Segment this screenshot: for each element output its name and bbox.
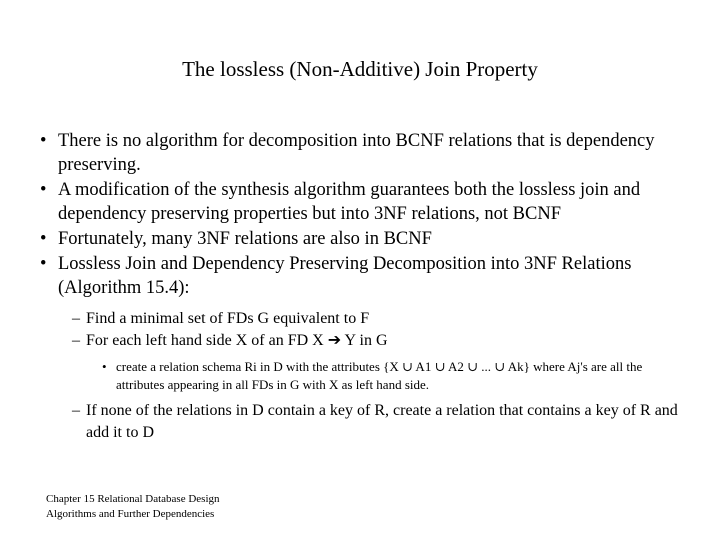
sub-bullet-item: [38, 308, 698, 330]
sub-bullet-text: For each left hand side X of an FD X ➔ Y in G: [86, 332, 388, 349]
sub-bullet-item: [38, 330, 698, 352]
bullet-text: A modification of the synthesis algorithm guarantees both the lossless join and dependency preserving properties but into 3NF relations, not BCNF: [58, 180, 641, 224]
footer: [46, 492, 220, 522]
bullet-text: Fortunately, many 3NF relations are also in BCNF: [58, 229, 432, 249]
bullet-item: [38, 129, 698, 177]
sub-sub-bullet-item: [38, 358, 698, 394]
dash-marker: –: [72, 310, 80, 327]
sub-sub-bullet-text: create a relation schema Ri in D with the attributes {X ∪ A1 ∪ A2 ∪ ... ∪ Ak} where Aj's are all the attributes appearing in all FDs in G with X as left hand side.: [116, 359, 643, 392]
sub-bullet-text: Find a minimal set of FDs G equivalent to F: [86, 310, 370, 327]
sub-bullet-item: [38, 400, 698, 444]
bullet-item: [38, 178, 698, 226]
bullet-marker: •: [40, 254, 47, 274]
bullet-marker: •: [102, 359, 107, 374]
slide-title: The lossless (Non-Additive) Join Property: [182, 57, 538, 81]
dash-marker: –: [72, 332, 80, 349]
bullet-text: Lossless Join and Dependency Preserving Decomposition into 3NF Relations (Algorithm 15.4):: [58, 254, 632, 298]
bullet-item: [38, 252, 698, 300]
bullet-marker: •: [40, 180, 47, 200]
bullet-text: There is no algorithm for decomposition into BCNF relations that is dependency preserving.: [58, 131, 655, 175]
footer-line: Chapter 15 Relational Database Design: [46, 493, 220, 505]
bullet-list: [38, 129, 698, 444]
bullet-marker: •: [40, 131, 47, 151]
footer-line: Algorithms and Further Dependencies: [46, 508, 215, 520]
bullet-item: [38, 227, 698, 251]
sub-bullet-text: If none of the relations in D contain a key of R, create a relation that contains a key of R and add it to D: [86, 402, 678, 441]
dash-marker: –: [72, 402, 80, 419]
bullet-marker: •: [40, 229, 47, 249]
